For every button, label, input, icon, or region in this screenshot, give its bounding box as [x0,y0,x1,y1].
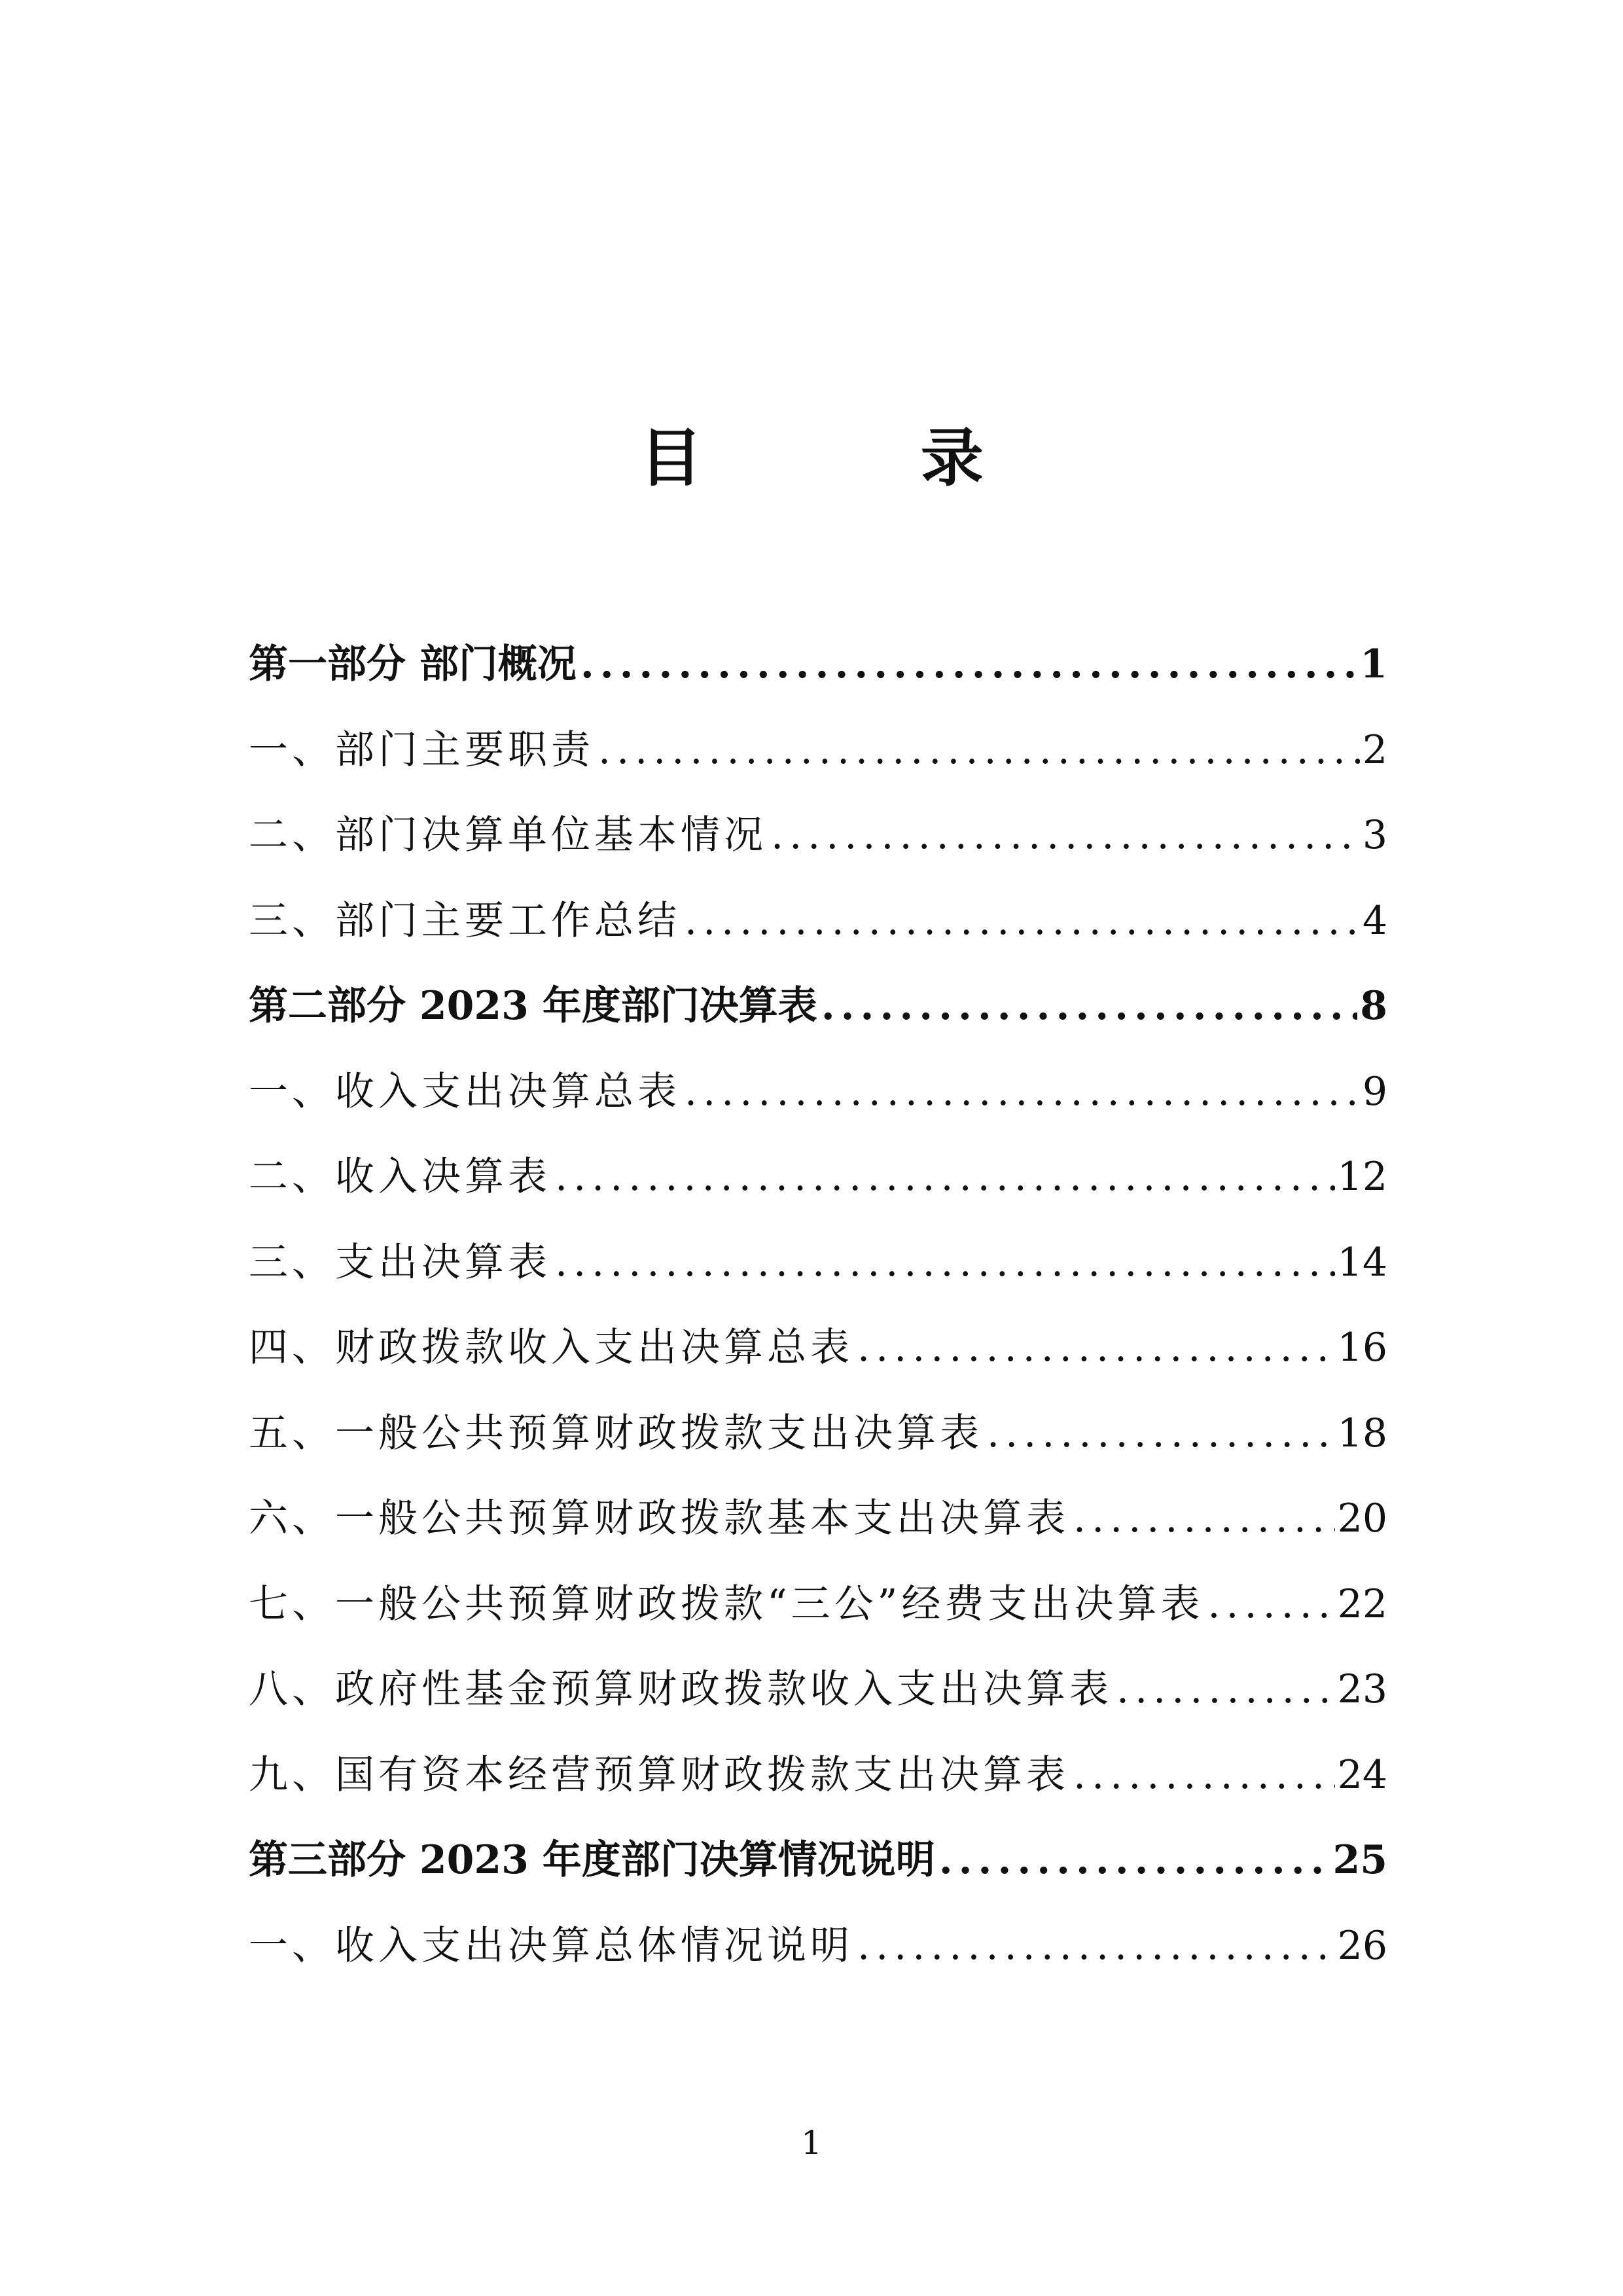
toc-leader-dots [681,878,1360,964]
toc-leader-dots [1069,1732,1335,1818]
toc-entry-label: 一、收入支出决算总表 [249,1068,681,1115]
toc-entry[interactable] [249,1647,1387,1732]
toc-leader-dots [935,1818,1330,1903]
toc-entry-label: 五、一般公共预算财政拨款支出决算表 [249,1410,983,1456]
toc-entry-page: 18 [1337,1410,1387,1456]
toc-entry-label: 二、收入决算表 [249,1154,551,1200]
toc-entry[interactable] [249,1818,1387,1903]
toc-leader-dots [983,1391,1335,1477]
toc-leader-dots [853,1305,1335,1391]
toc-entry-page: 12 [1337,1154,1387,1200]
toc-entry[interactable] [249,963,1387,1049]
toc-leader-dots [594,708,1360,793]
toc-entry-label: 二、部门决算单位基本情况 [249,812,767,858]
toc-entry[interactable] [249,622,1387,708]
toc-entry-page: 24 [1337,1751,1387,1798]
toc-leader-dots [817,963,1357,1049]
toc-entry-label: 四、财政拨款收入支出决算总表 [249,1325,853,1371]
toc-entry-page: 1 [1360,641,1387,687]
toc-entry[interactable] [249,878,1387,964]
toc-entry-label: 一、收入支出决算总体情况说明 [249,1922,853,1969]
toc-entry-label: 第一部分 部门概况 [249,641,577,687]
toc-entry-label: 八、政府性基金预算财政拨款收入支出决算表 [249,1666,1113,1712]
toc-entry-page: 22 [1337,1581,1387,1627]
toc-entry[interactable] [249,1220,1387,1306]
toc-entry-page: 20 [1337,1496,1387,1541]
toc-entry-page: 3 [1362,812,1387,858]
toc-entry[interactable] [249,793,1387,878]
toc-leader-dots [767,793,1360,878]
toc-entry[interactable] [249,1305,1387,1391]
page-number: 1 [801,2124,822,2162]
toc-entry-page: 23 [1337,1666,1387,1712]
toc-entry-page: 14 [1337,1239,1387,1285]
toc-entry-label: 第三部分 2023 年度部门决算情况说明 [249,1837,935,1883]
toc-entry-page: 25 [1332,1837,1387,1883]
toc-leader-dots [551,1134,1335,1220]
toc-entry-page: 26 [1337,1922,1387,1969]
toc-entry-label: 三、支出决算表 [249,1239,551,1285]
toc-entry-page: 16 [1337,1325,1387,1371]
toc-leader-dots [1069,1476,1335,1562]
toc-entry[interactable] [249,1049,1387,1135]
toc-entry[interactable] [249,1732,1387,1818]
toc-entry-label: 第二部分 2023 年度部门决算表 [249,983,817,1029]
toc-entry-page: 4 [1362,897,1387,944]
toc-entry-label: 九、国有资本经营预算财政拨款支出决算表 [249,1751,1069,1798]
toc-entry-page: 2 [1362,726,1387,773]
toc-entry[interactable] [249,1476,1387,1562]
toc-entry-label: 六、一般公共预算财政拨款基本支出决算表 [249,1496,1069,1541]
table-of-contents [249,622,1387,1988]
toc-entry-page: 9 [1362,1068,1387,1115]
toc-entry-label: 三、部门主要工作总结 [249,897,681,944]
toc-entry[interactable] [249,1134,1387,1220]
toc-leader-dots [853,1903,1335,1989]
toc-leader-dots [681,1049,1360,1135]
toc-entry-label: 一、部门主要职责 [249,726,594,773]
toc-leader-dots [577,622,1357,708]
toc-leader-dots [551,1220,1335,1306]
toc-leader-dots [1113,1647,1335,1732]
toc-entry[interactable] [249,708,1387,793]
toc-leader-dots [1204,1562,1334,1647]
toc-entry-label: 七、一般公共预算财政拨款“三公”经费支出决算表 [249,1581,1204,1627]
toc-entry-page: 8 [1360,983,1387,1029]
toc-entry[interactable] [249,1562,1387,1647]
toc-entry[interactable] [249,1391,1387,1477]
page-title: 目 录 [639,421,1082,495]
toc-entry[interactable] [249,1903,1387,1989]
